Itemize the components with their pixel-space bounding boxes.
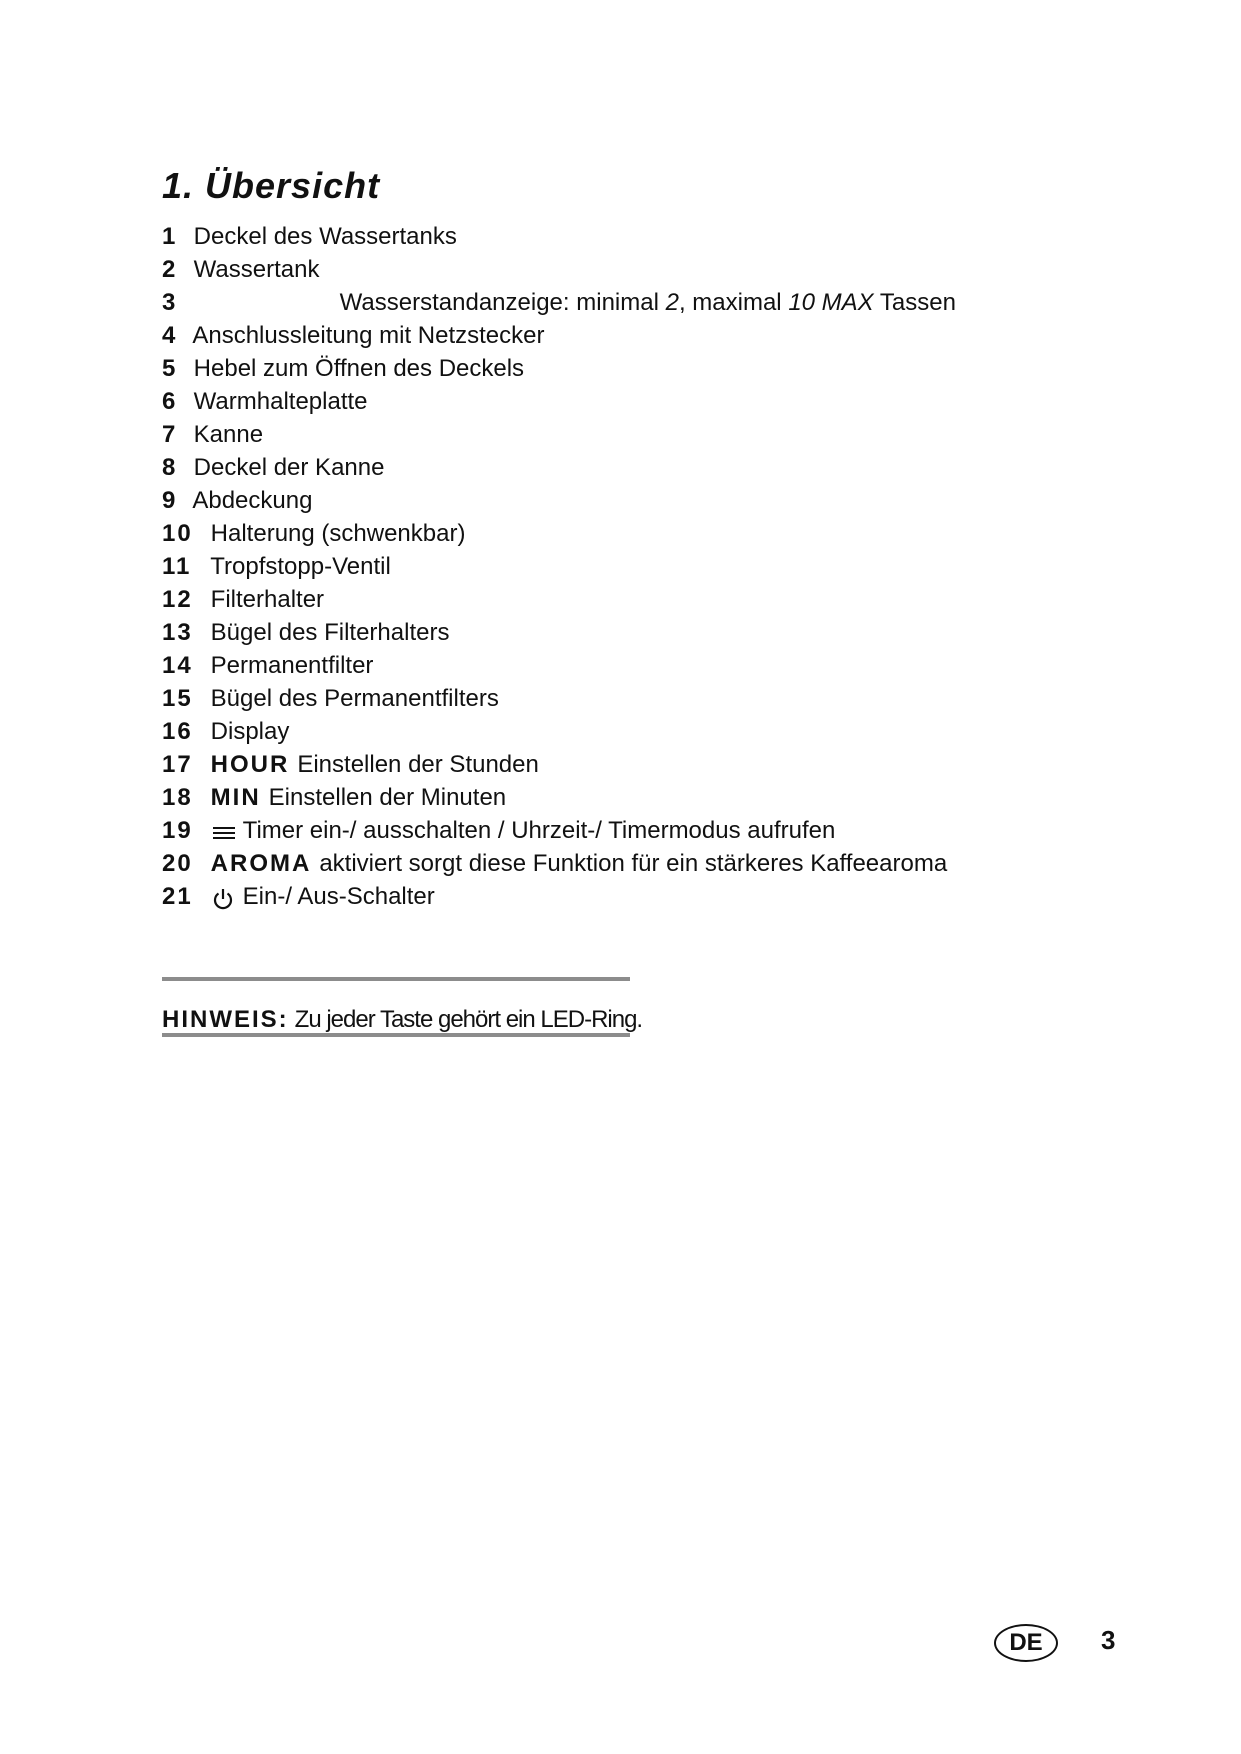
item-text: Wassertank	[193, 256, 320, 283]
item-number: 2	[162, 256, 178, 283]
item-text: Tropfstopp-Ventil	[210, 553, 391, 580]
item-number: 7	[162, 421, 178, 448]
list-item	[162, 550, 956, 583]
item-number: 17	[162, 751, 193, 778]
item-text: Wasserstandanzeige: minimal	[339, 289, 666, 316]
item-number: 12	[162, 586, 193, 613]
item-text: Bügel des Filterhalters	[210, 619, 450, 646]
item-number: 5	[162, 355, 178, 382]
button-keyword: AROMA	[210, 850, 312, 877]
item-number: 19	[162, 817, 193, 844]
list-item	[162, 319, 956, 352]
item-text: , maximal	[678, 289, 789, 316]
list-item	[162, 484, 956, 517]
item-text: Filterhalter	[210, 586, 325, 613]
item-number: 8	[162, 454, 178, 481]
item-number: 13	[162, 619, 193, 646]
note-bottom-rule	[162, 1033, 630, 1037]
power-icon	[211, 881, 243, 914]
note-top-rule	[162, 977, 630, 981]
item-text: Bügel des Permanentfilters	[210, 685, 499, 712]
item-number: 6	[162, 388, 178, 415]
list-item	[162, 418, 956, 451]
item-text: Deckel der Kanne	[193, 454, 385, 481]
timer-icon	[211, 815, 243, 848]
item-text: aktiviert sorgt diese Funktion für ein stärkeres Kaffeearoma	[319, 850, 948, 877]
button-keyword: HOUR	[210, 751, 290, 778]
item-text: Einstellen der Minuten	[268, 784, 507, 811]
list-item	[162, 814, 956, 847]
min-cups-value: 2	[665, 289, 679, 316]
note-text: Zu jeder Taste gehört ein LED-Ring.	[294, 1006, 643, 1033]
list-item	[162, 253, 956, 286]
item-text: Timer ein-/ ausschalten / Uhrzeit-/ Timermodus aufrufen	[242, 817, 836, 844]
item-text: Permanentfilter	[210, 652, 374, 679]
item-text: Hebel zum Öffnen des Deckels	[193, 355, 525, 382]
item-text: Display	[210, 718, 290, 745]
item-number: 4	[162, 322, 178, 349]
list-item	[162, 220, 956, 253]
item-text: Anschlussleitung mit Netzstecker	[192, 322, 545, 349]
list-item	[162, 286, 956, 319]
item-text: Abdeckung	[192, 487, 313, 514]
parts-list	[162, 220, 956, 913]
list-item	[162, 748, 956, 781]
item-text: Tassen	[873, 289, 956, 316]
item-text: Deckel des Wassertanks	[193, 223, 457, 250]
item-number: 15	[162, 685, 193, 712]
item-number: 14	[162, 652, 193, 679]
button-keyword: MIN	[210, 784, 261, 811]
item-text: Ein-/ Aus-Schalter	[242, 883, 435, 910]
item-number: 20	[162, 850, 193, 877]
item-number: 11	[162, 553, 192, 580]
item-number: 9	[162, 487, 178, 514]
note-label: HINWEIS:	[162, 1006, 289, 1033]
item-number: 1	[162, 223, 178, 250]
max-cups-value: 10 MAX	[788, 289, 874, 316]
item-number: 10	[162, 520, 193, 547]
page-number: 3	[1101, 1625, 1116, 1655]
item-text: Warmhalteplatte	[193, 388, 368, 415]
list-item	[162, 352, 956, 385]
list-item	[162, 616, 956, 649]
list-item	[162, 880, 956, 913]
language-badge: DE	[994, 1624, 1058, 1662]
list-item	[162, 715, 956, 748]
list-item	[162, 385, 956, 418]
item-text: Einstellen der Stunden	[297, 751, 539, 778]
item-number: 16	[162, 718, 193, 745]
item-number: 3	[162, 289, 178, 316]
list-item	[162, 649, 956, 682]
list-item	[162, 682, 956, 715]
item-text: Halterung (schwenkbar)	[210, 520, 466, 547]
item-number: 18	[162, 784, 193, 811]
item-text: Kanne	[193, 421, 264, 448]
section-title: 1. Übersicht	[162, 165, 381, 206]
list-item	[162, 517, 956, 550]
note	[162, 1006, 642, 1034]
list-item	[162, 781, 956, 814]
item-number: 21	[162, 883, 193, 910]
list-item	[162, 451, 956, 484]
list-item	[162, 583, 956, 616]
list-item	[162, 847, 956, 880]
